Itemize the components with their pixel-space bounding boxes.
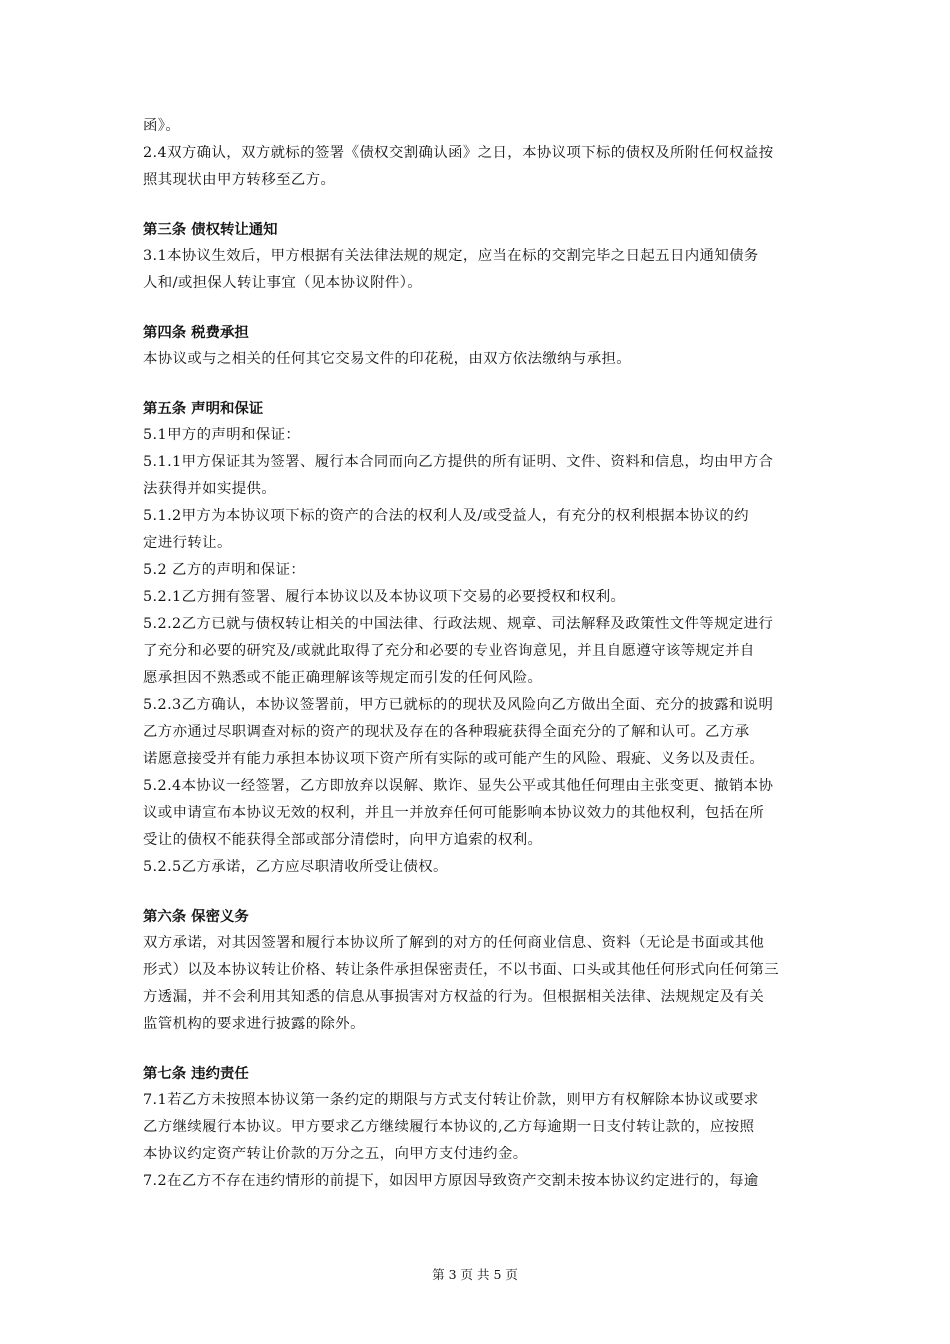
paragraph-line: 诺愿意接受并有能力承担本协议项下资产所有实际的或可能产生的风险、瑕疵、义务以及责任。 <box>143 751 765 767</box>
paragraph-line: 5.2 乙方的声明和保证： <box>143 562 306 578</box>
paragraph-line: 5.2.3乙方确认，本协议签署前，甲方已就标的的现状及风险向乙方做出全面、充分的披露和说明 <box>143 697 774 713</box>
paragraph-line: 5.1.1甲方保证其为签署、履行本合同而向乙方提供的所有证明、文件、资料和信息，均由甲方合 <box>143 454 774 470</box>
section-heading: 第四条 税费承担 <box>143 324 249 341</box>
paragraph-line: 本协议或与之相关的任何其它交易文件的印花税，由双方依法缴纳与承担。 <box>143 351 632 367</box>
document-body <box>143 113 809 1195</box>
paragraph-line: 5.2.1乙方拥有签署、履行本协议以及本协议项下交易的必要授权和权利。 <box>143 589 626 605</box>
paragraph-line: 双方承诺，对其因签署和履行本协议所了解到的对方的任何商业信息、资料（无论是书面或其他 <box>143 935 765 951</box>
paragraph-line: 5.2.4本协议一经签署，乙方即放弃以误解、欺诈、显失公平或其他任何理由主张变更、撤销本协 <box>143 778 774 794</box>
page-footer <box>0 1266 950 1284</box>
section-heading: 第七条 违约责任 <box>143 1065 249 1082</box>
paragraph-line: 2.4双方确认，双方就标的签署《债权交割确认函》之日，本协议项下标的债权及所附任何权益按 <box>143 145 774 161</box>
paragraph-line: 监管机构的要求进行披露的除外。 <box>143 1016 365 1032</box>
section-heading: 第五条 声明和保证 <box>143 400 264 417</box>
paragraph-line: 方透漏，并不会利用其知悉的信息从事损害对方权益的行为。但根据相关法律、法规规定及有关 <box>143 989 765 1005</box>
section-gap <box>143 373 809 395</box>
paragraph-line: 5.2.5乙方承诺，乙方应尽职清收所受让债权。 <box>143 859 448 875</box>
paragraph-line: 乙方继续履行本协议。甲方要求乙方继续履行本协议的,乙方每逾期一日支付转让款的，应按照 <box>143 1119 755 1135</box>
paragraph-line: 照其现状由甲方转移至乙方。 <box>143 172 336 188</box>
paragraph-line: 了充分和必要的研究及/或就此取得了充分和必要的专业咨询意见，并且自愿遵守该等规定并自 <box>143 643 755 659</box>
paragraph-line: 5.1甲方的声明和保证： <box>143 427 301 443</box>
paragraph-line: 7.2在乙方不存在违约情形的前提下，如因甲方原因导致资产交割未按本协议约定进行的，每逾 <box>143 1173 759 1189</box>
section-heading: 第三条 债权转让通知 <box>143 221 278 238</box>
section-gap <box>143 297 809 319</box>
section-gap <box>143 881 809 903</box>
paragraph-line: 7.1若乙方未按照本协议第一条约定的期限与方式支付转让价款，则甲方有权解除本协议或要求 <box>143 1092 759 1108</box>
section-gap <box>143 194 809 216</box>
paragraph-line: 本协议约定资产转让价款的万分之五，向甲方支付违约金。 <box>143 1146 528 1162</box>
section-heading: 第六条 保密义务 <box>143 908 249 925</box>
paragraph-line: 受让的债权不能获得全部或部分清偿时，向甲方追索的权利。 <box>143 832 543 848</box>
paragraph-line: 5.2.2乙方已就与债权转让相关的中国法律、行政法规、规章、司法解释及政策性文件等规定进行 <box>143 616 774 632</box>
paragraph-line: 5.1.2甲方为本协议项下标的资产的合法的权利人及/或受益人，有充分的权利根据本协议的约 <box>143 508 749 524</box>
paragraph-line: 人和/或担保人转让事宜（见本协议附件）。 <box>143 275 423 291</box>
paragraph-line: 3.1本协议生效后，甲方根据有关法律法规的规定，应当在标的交割完毕之日起五日内通知债务 <box>143 248 759 264</box>
paragraph-line: 乙方亦通过尽职调查对标的资产的现状及存在的各种瑕疵获得全面充分的了解和认可。乙方承 <box>143 724 750 740</box>
paragraph-line: 函》。 <box>143 118 181 134</box>
page-number-text: 第 3 页 共 5 页 <box>432 1267 518 1282</box>
paragraph-line: 法获得并如实提供。 <box>143 481 277 497</box>
paragraph-line: 形式）以及本协议转让价格、转让条件承担保密责任，不以书面、口头或其他任何形式向任何第三 <box>143 962 779 978</box>
paragraph-line: 定进行转让。 <box>143 535 232 551</box>
paragraph-line: 议或申请宣布本协议无效的权利，并且一并放弃任何可能影响本协议效力的其他权利，包括在所 <box>143 805 765 821</box>
paragraph-line: 愿承担因不熟悉或不能正确理解该等规定而引发的任何风险。 <box>143 670 543 686</box>
section-gap <box>143 1038 809 1060</box>
